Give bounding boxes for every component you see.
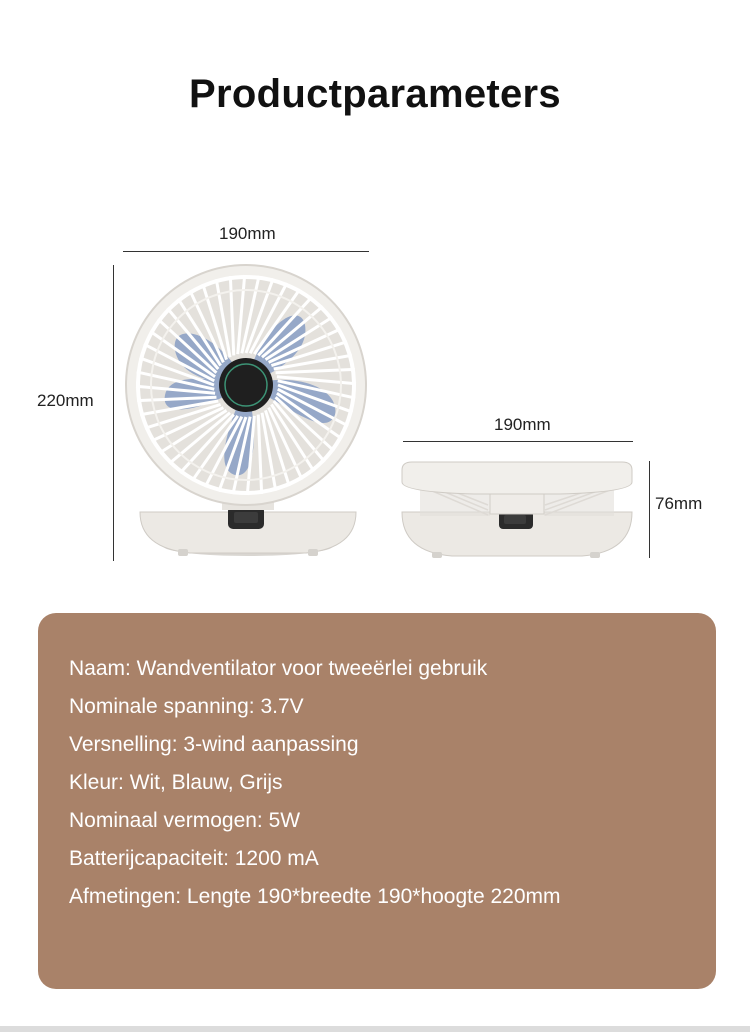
front-width-label: 190mm (219, 224, 276, 243)
fan-front-view (126, 265, 366, 556)
side-height-label: 76mm (655, 494, 703, 513)
spec-list (69, 655, 561, 921)
bottom-divider (0, 1026, 750, 1032)
spec-item-color: Kleur: Wit, Blauw, Grijs (69, 771, 283, 794)
spec-item-power: Nominaal vermogen: 5W (69, 809, 301, 832)
spec-item-speed: Versnelling: 3-wind aanpassing (69, 733, 359, 756)
spec-panel (38, 613, 716, 989)
spec-item-name: Naam: Wandventilator voor tweeërlei gebruik (69, 657, 488, 680)
fan-folded-view (402, 462, 632, 558)
page-title: Productparameters (189, 72, 561, 116)
spec-item-battery: Batterijcapaciteit: 1200 mA (69, 847, 319, 870)
side-width-label: 190mm (494, 415, 551, 434)
front-height-label: 220mm (37, 391, 94, 410)
spec-item-dimensions: Afmetingen: Lengte 190*breedte 190*hoogte 220mm (69, 885, 561, 908)
spec-item-voltage: Nominale spanning: 3.7V (69, 695, 304, 718)
